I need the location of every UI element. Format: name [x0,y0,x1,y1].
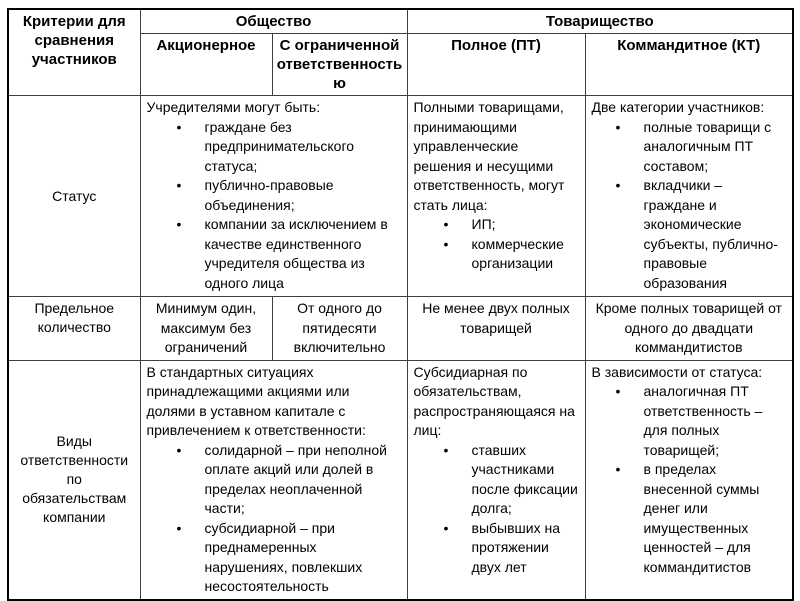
status-limited-lead: Две категории участников: [591,99,765,115]
list-item: • аналогичная ПТ ответственность – для полных товарищей; [592,382,787,460]
status-full-list [414,215,579,274]
cell-liability-limited-partnership [585,360,793,600]
list-item: • ИП; [414,215,579,235]
list-item: • полные товарищи с аналогичным ПТ составом; [592,118,787,177]
list-item: • граждане без предпринимательского статуса; [147,118,401,177]
list-item: • коммерческие организации [414,235,579,274]
cell-status-full-partnership [407,96,585,297]
header-group-partnership: Товарищество [407,9,793,34]
cell-status-limited-partnership [585,96,793,297]
header-group-society: Общество [140,9,407,34]
header-col-joint-stock: Акционерное [140,34,272,96]
row-status-label: Статус [8,96,140,297]
status-society-lead: Учредителями могут быть: [146,99,321,115]
cell-max-count-llc: От одного до пятидесяти включительно [272,297,407,361]
cell-max-count-full-partnership: Не менее двух полных товарищей [407,297,585,361]
cell-liability-society [140,360,407,600]
header-col-full-partnership: Полное (ПТ) [407,34,585,96]
row-liability [8,360,793,600]
cell-max-count-joint-stock: Минимум один, максимум без ограничений [140,297,272,361]
liability-limited-lead: В зависимости от статуса: [591,363,763,380]
cell-status-society [140,96,407,297]
list-item: • вкладчики – граждане и экономические субъекты, публично-правовые образования [592,176,787,293]
list-item: • выбывших на протяжении двух лет [414,519,579,578]
list-item: • ставших участниками после фиксации долга; [414,441,579,519]
liability-full-lead: Субсидиарная по обязательствам, распространяющаяся на лиц: [413,363,575,438]
row-max-count [8,297,793,361]
row-max-count-label: Предельное количество [8,297,140,361]
status-limited-list [592,118,787,294]
header-criteria: Критерии для сравнения участников [8,9,140,96]
liability-society-lead: В стандартных ситуациях принадлежащими акциями или долями в уставном капитале с привлечением к ответственности: [146,363,366,438]
status-society-list [147,118,401,294]
status-full-lead: Полными товарищами, принимающими управленческие решения и несущими ответственность, могут стать лица: [413,99,565,213]
liability-limited-list [592,382,787,577]
list-item: • солидарной – при неполной оплате акций или долей в пределах неоплаченной части; [147,441,401,519]
list-item: • компании за исключением в качестве единственного учредителя общества из одного лица [147,215,401,293]
header-col-limited-partnership: Коммандитное (КТ) [585,34,793,96]
header-col-llc: С ограниченной ответственностью [272,34,407,96]
row-status [8,96,793,297]
list-item: • в пределах внесенной суммы денег или имущественных ценностей – для коммандитистов [592,460,787,577]
list-item: • субсидиарной – при преднамеренных нарушениях, повлекших несостоятельность [147,519,401,597]
row-liability-label: Виды ответственности по обязательствам компании [8,360,140,600]
header-row-groups [8,9,793,34]
list-item: • публично-правовые объединения; [147,176,401,215]
liability-society-list [147,441,401,597]
liability-full-list [414,441,579,578]
comparison-table [7,8,794,601]
cell-liability-full-partnership [407,360,585,600]
cell-max-count-limited-partnership: Кроме полных товарищей от одного до двадцати коммандитистов [585,297,793,361]
